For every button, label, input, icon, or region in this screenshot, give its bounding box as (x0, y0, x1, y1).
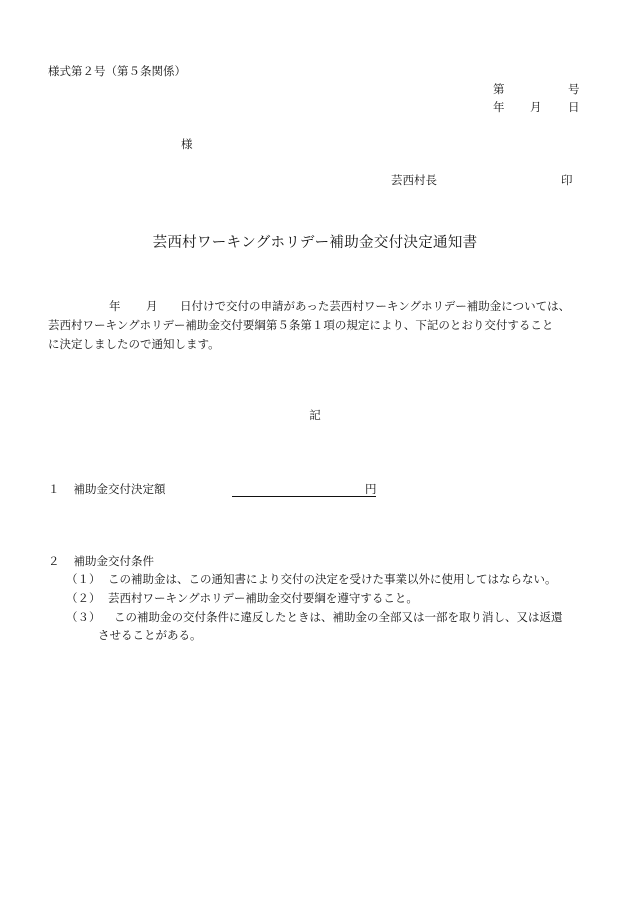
sender-name: 芸西村長 (391, 173, 437, 187)
item1-label: 補助金交付決定額 (73, 482, 166, 496)
amount-unit: 円 (365, 482, 377, 496)
condition-1-text: この補助金は、この通知書により交付の決定を受けた事業以外に使用してはならない。 (108, 572, 557, 586)
document-number-suffix: 号 (568, 82, 580, 96)
item1-number: １ (48, 482, 60, 496)
date-year-label: 年 (493, 100, 505, 114)
seal-mark: 印 (561, 173, 573, 187)
document-title: 芸西村ワーキングホリデー補助金交付決定通知書 (152, 235, 478, 251)
item2-heading (48, 556, 154, 568)
body-line-1: 日付けで交付の申請があった芸西村ワーキングホリデー補助金については、 (180, 299, 571, 313)
condition-1-number: （１） (66, 572, 101, 586)
addressee-honorific: 様 (181, 137, 193, 151)
body-line-2: 芸西村ワーキングホリデー補助金交付要綱第５条第１項の規定により、下記のとおり交付すること (48, 318, 554, 332)
body-line-3: に決定しましたので通知します。 (48, 337, 220, 351)
condition-3-continuation: させることがある。 (98, 628, 202, 642)
condition-2-number: （２） (66, 591, 101, 605)
amount-blank-line (232, 484, 376, 497)
body-year-label: 年 (109, 299, 121, 313)
document-number-prefix: 第 (493, 82, 505, 96)
body-month-label: 月 (146, 299, 158, 313)
item2-number: ２ (48, 554, 60, 568)
item1-heading (48, 484, 166, 496)
ki-heading: 記 (309, 408, 321, 422)
form-label: 様式第２号（第５条関係） (48, 64, 186, 78)
condition-3-number: （３） (66, 610, 101, 624)
item2-label: 補助金交付条件 (73, 554, 154, 568)
condition-3-text: この補助金の交付条件に違反したときは、補助金の全部又は一部を取り消し、又は返還 (114, 610, 563, 624)
date-day-label: 日 (568, 100, 580, 114)
date-month-label: 月 (530, 100, 542, 114)
condition-2-text: 芸西村ワーキングホリデー補助金交付要綱を遵守すること。 (108, 591, 418, 605)
